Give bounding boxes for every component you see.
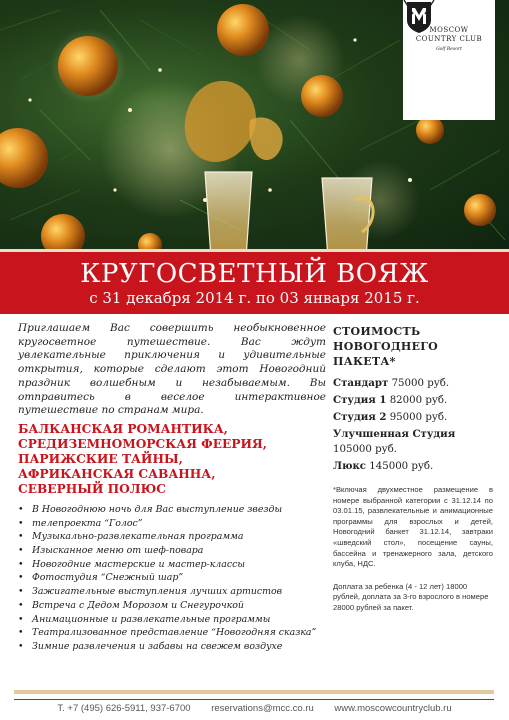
room-price: 82000 руб. (389, 395, 448, 406)
destinations-list (18, 422, 326, 497)
room-name: Студия 2 (333, 411, 387, 423)
event-dates: с 31 декабря 2014 г. по 03 января 2015 г. (89, 289, 420, 307)
footer-phone: T. +7 (495) 626-5911, 937-6700 (57, 703, 191, 714)
price-row (333, 392, 493, 409)
room-name: Стандарт (333, 377, 389, 389)
program-item: • телепроекта “Голос” (18, 517, 326, 531)
room-price: 75000 руб. (391, 378, 450, 389)
program-item: • Изысканное меню от шеф-повара (18, 544, 326, 558)
destination-item: ПАРИЖСКИЕ ТАЙНЫ, (18, 451, 183, 466)
destination-item: АФРИКАНСКАЯ САВАННА, (18, 466, 216, 481)
footer-email[interactable]: reservations@mcc.co.ru (211, 703, 314, 714)
pricing-heading: СТОИМОСТЬ НОВОГОДНЕГО ПАКЕТА* (333, 325, 439, 368)
destination-item: СРЕДИЗЕМНОМОРСКАЯ ФЕЕРИЯ, (18, 436, 267, 451)
program-item: • Фотостудия “Снежный шар” (18, 571, 326, 585)
room-name: Люкс (333, 460, 367, 472)
program-item: • Театрализованное представление “Новогодняя сказка” (18, 626, 326, 640)
program-item: • Анимационные и развлекательные программы (18, 613, 326, 627)
price-row (333, 409, 493, 426)
program-item: • Зимние развлечения и забавы на свежем воздухе (18, 640, 326, 654)
price-list (333, 375, 493, 475)
program-item: • Музыкально-развлекательная программа (18, 530, 326, 544)
hero-photo (0, 0, 509, 258)
footer-website[interactable]: www.moscowcountryclub.ru (334, 703, 452, 714)
package-note: *Включая двухместное размещение в номере выбранной категории с 31.12.14 по 03.01.15, развлекательные и анимационные программы для взрослых и детей, Новогодний банкет 31.12.14, завтраки «шведский стол», посещение сауны, бассейна и тренажерного зала, детского клуба, НДС. (333, 485, 493, 569)
price-row (333, 458, 493, 475)
room-price: 145000 руб. (369, 461, 434, 472)
title-banner (0, 249, 509, 314)
room-name: Улучшенная Студия (333, 428, 456, 440)
destination-item: БАЛКАНСКАЯ РОМАНТИКА, (18, 421, 228, 436)
room-price: 105000 руб. (333, 444, 398, 455)
left-column (18, 322, 326, 654)
room-price: 95000 руб. (389, 412, 448, 423)
logo-line-2: COUNTRY CLUB (415, 35, 483, 43)
footer-divider (14, 690, 494, 694)
moscow-country-club-logo (403, 0, 495, 120)
program-item: • В Новогоднюю ночь для Вас выступление звезды (18, 503, 326, 517)
contact-footer (0, 700, 509, 718)
logo-line-1: MOSCOW (429, 26, 469, 34)
event-title: КРУГОСВЕТНЫЙ ВОЯЖ (80, 259, 429, 289)
program-item: • Встреча с Дедом Морозом и Снегурочкой (18, 599, 326, 613)
program-item: • Зажигательные выступления лучших артистов (18, 585, 326, 599)
logo-line-3: Golf Resort (436, 47, 462, 52)
room-name: Студия 1 (333, 394, 387, 406)
pricing-column (333, 324, 493, 614)
destination-item: СЕВЕРНЫЙ ПОЛЮС (18, 481, 166, 496)
surcharge-note: Доплата за ребенка (4 - 12 лет) 18000 рублей, доплата за 3-го взрослого в номере 28000 рублей за пакет. (333, 581, 489, 612)
intro-text: Приглашаем Вас совершить необыкновенное кругосветное путешествие. Вас ждут увлекательные приключения и удивительные открытия, которые сделают этот Новогодний праздник волшебным и незабываемым. Вы отправитесь в веселое интерактивное путешествие по странам мира. (18, 322, 326, 417)
price-row (333, 375, 493, 392)
program-item: • Новогодние мастерские и мастер-классы (18, 558, 326, 572)
program-list (18, 503, 326, 654)
